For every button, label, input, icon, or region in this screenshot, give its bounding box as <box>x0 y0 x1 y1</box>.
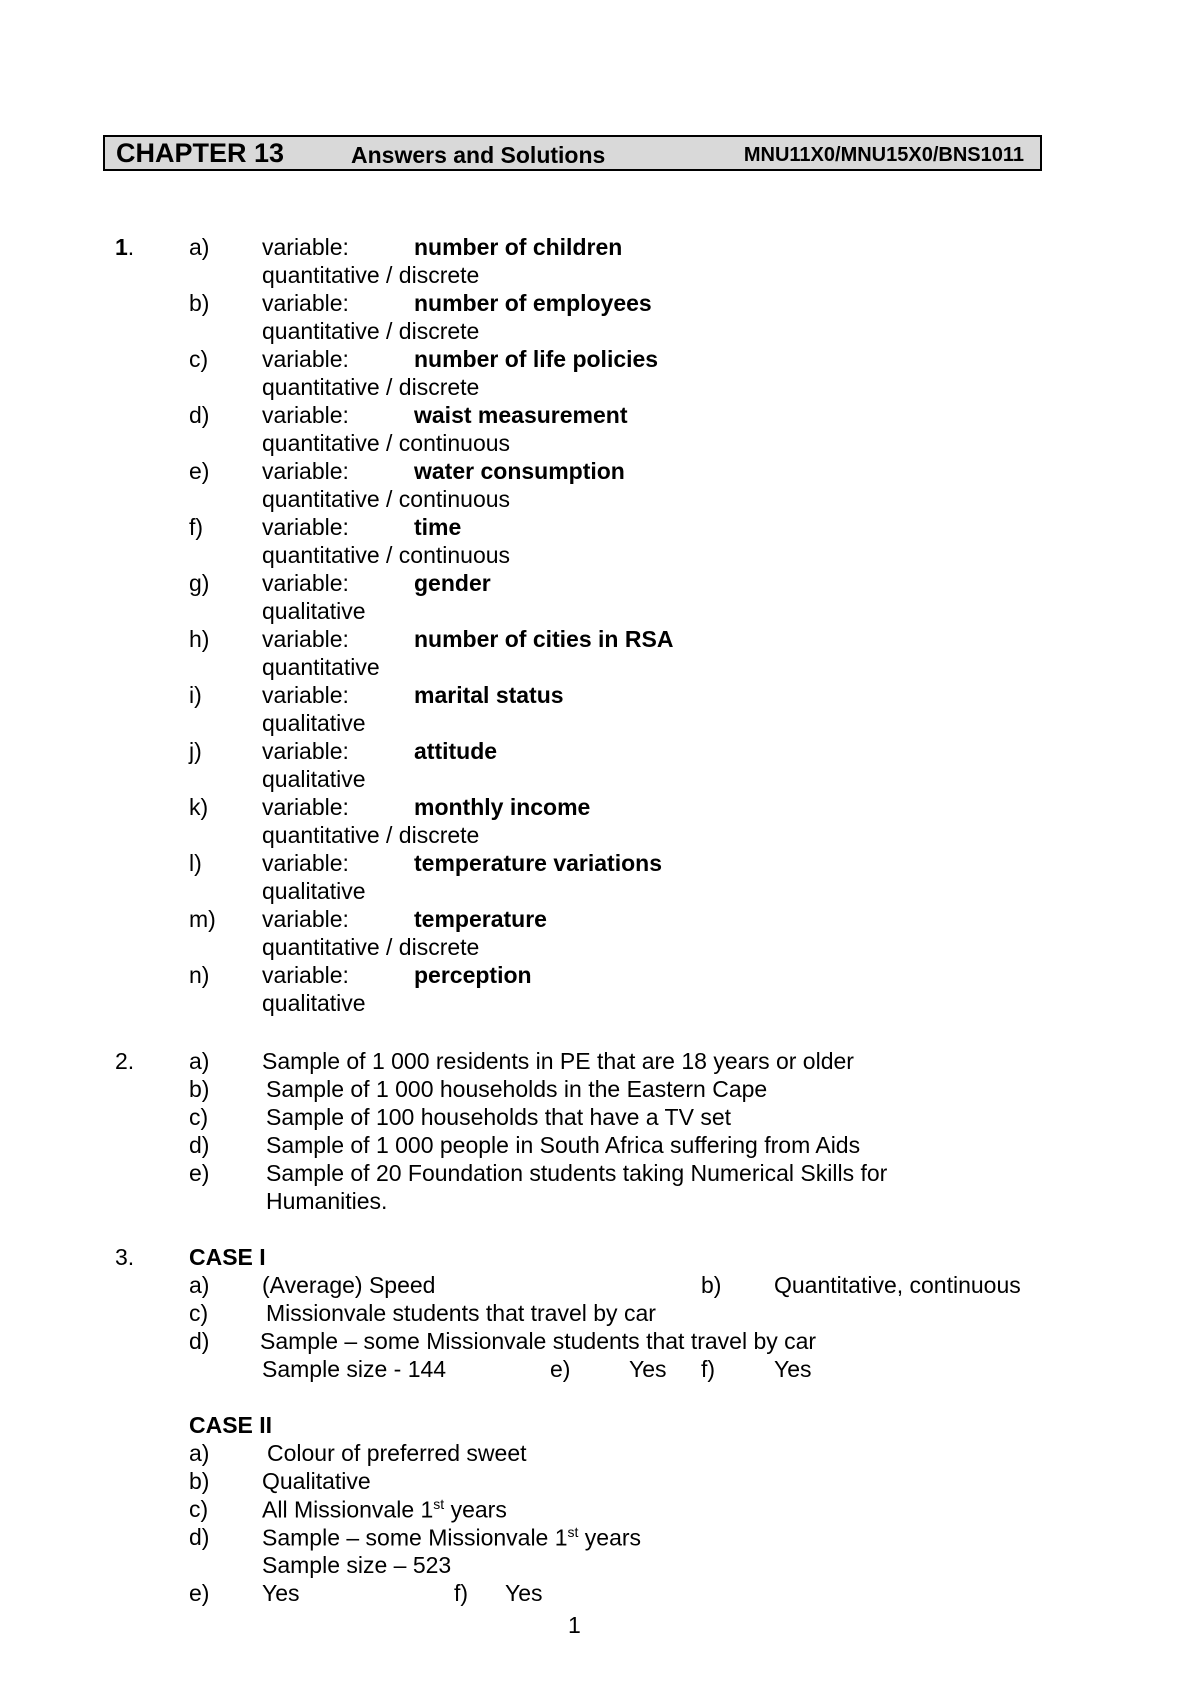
case1-f-text: Yes <box>774 1356 812 1382</box>
q1-item-variable-name: perception <box>414 962 532 988</box>
q2-item-letter: c) <box>189 1104 209 1130</box>
q1-item-letter: n) <box>189 962 210 988</box>
q1-item-type: quantitative / discrete <box>262 262 480 288</box>
case2-c-letter: c) <box>189 1496 209 1522</box>
q3-number: 3. <box>115 1244 135 1270</box>
case1-d-letter: d) <box>189 1328 210 1354</box>
q1-item-type: quantitative / discrete <box>262 318 480 344</box>
case1-c-text: Missionvale students that travel by car <box>266 1300 656 1326</box>
q1-item-type: quantitative / continuous <box>262 542 511 568</box>
q1-item-type: quantitative / discrete <box>262 374 480 400</box>
q1-item-label: variable: <box>262 682 349 708</box>
q1-item-letter: e) <box>189 458 210 484</box>
course-codes: MNU11X0/MNU15X0/BNS1011 <box>743 144 1024 166</box>
q1-item-letter: g) <box>189 570 210 596</box>
q1-item-label: variable: <box>262 346 349 372</box>
case2-b-letter: b) <box>189 1468 210 1494</box>
q1-item-variable-name: time <box>414 514 462 540</box>
q1-item-letter: m) <box>189 906 216 932</box>
q1-item-label: variable: <box>262 962 349 988</box>
chapter-header-bar <box>103 135 1042 171</box>
q1-item-letter: j) <box>189 738 202 764</box>
q2-item-text: Sample of 1 000 households in the Eastern Cape <box>266 1076 768 1102</box>
q1-item-letter: f) <box>189 514 204 540</box>
q2-item-text: Sample of 1 000 residents in PE that are 18 years or older <box>262 1048 854 1074</box>
case1-a-text: (Average) Speed <box>262 1272 436 1298</box>
q1-item-letter: k) <box>189 794 209 820</box>
q1-item-variable-name: monthly income <box>414 794 591 820</box>
q1-item-type: qualitative <box>262 990 366 1016</box>
q1-item-label: variable: <box>262 402 349 428</box>
case1-e-letter: e) <box>550 1356 571 1382</box>
case1-c-letter: c) <box>189 1300 209 1326</box>
q1-item-label: variable: <box>262 458 349 484</box>
q1-item-label: variable: <box>262 738 349 764</box>
q2-item-letter: a) <box>189 1048 210 1074</box>
q1-item-label: variable: <box>262 794 349 820</box>
q1-item-label: variable: <box>262 290 349 316</box>
case1-a-letter: a) <box>189 1272 210 1298</box>
case2-d-text: Sample – some Missionvale 1st years <box>262 1524 642 1551</box>
q1-item-label: variable: <box>262 570 349 596</box>
q1-item-type: quantitative / continuous <box>262 430 511 456</box>
case2-c-text: All Missionvale 1st years <box>262 1496 507 1523</box>
q1-item-label: variable: <box>262 906 349 932</box>
q1-item-type: quantitative / continuous <box>262 486 511 512</box>
q1-number: 1. <box>115 234 135 260</box>
q1-item-label: variable: <box>262 514 349 540</box>
q2-item-text: Sample of 100 households that have a TV set <box>266 1104 731 1130</box>
case1-d-text: Sample – some Missionvale students that travel by car <box>260 1328 817 1354</box>
case2-e-text: Yes <box>262 1580 300 1606</box>
q1-item-variable-name: waist measurement <box>414 402 628 428</box>
q2-number: 2. <box>115 1048 135 1074</box>
q1-item-type: qualitative <box>262 766 366 792</box>
case2-f-letter: f) <box>454 1580 469 1606</box>
q1-item-label: variable: <box>262 234 349 260</box>
q1-item-label: variable: <box>262 626 349 652</box>
case1-sample-size: Sample size - 144 <box>262 1356 447 1382</box>
header-subtitle: Answers and Solutions <box>351 142 606 168</box>
q1-item-variable-name: number of life policies <box>414 346 659 372</box>
case1-title: CASE I <box>189 1244 266 1270</box>
q1-item-type: qualitative <box>262 878 366 904</box>
case2-sample-size: Sample size – 523 <box>262 1552 452 1578</box>
q1-item-variable-name: marital status <box>414 682 564 708</box>
case1-f-letter: f) <box>701 1356 716 1382</box>
case2-d-letter: d) <box>189 1524 210 1550</box>
case1-b-text: Quantitative, continuous <box>774 1272 1021 1298</box>
q1-item-type: quantitative / discrete <box>262 934 480 960</box>
q2-item-letter: d) <box>189 1132 210 1158</box>
case2-b-text: Qualitative <box>262 1468 371 1494</box>
q1-item-variable-name: gender <box>414 570 491 596</box>
q2-item-letter: e) <box>189 1160 210 1186</box>
q1-item-type: quantitative / discrete <box>262 822 480 848</box>
q1-item-label: variable: <box>262 850 349 876</box>
q1-item-variable-name: temperature <box>414 906 547 932</box>
case2-f-text: Yes <box>505 1580 543 1606</box>
q2-continuation: Humanities. <box>266 1188 388 1214</box>
q1-item-variable-name: water consumption <box>414 458 625 484</box>
chapter-title: CHAPTER 13 <box>116 138 285 168</box>
case1-e-text: Yes <box>629 1356 667 1382</box>
case2-a-text: Colour of preferred sweet <box>267 1440 527 1466</box>
page-number: 1 <box>568 1612 581 1638</box>
case2-a-letter: a) <box>189 1440 210 1466</box>
case2-title: CASE II <box>189 1412 273 1438</box>
q1-item-variable-name: temperature variations <box>414 850 662 876</box>
q1-item-type: quantitative <box>262 654 380 680</box>
q1-item-type: qualitative <box>262 710 366 736</box>
q1-item-variable-name: number of cities in RSA <box>414 626 674 652</box>
q2-item-text: Sample of 1 000 people in South Africa suffering from Aids <box>266 1132 861 1158</box>
q1-item-letter: h) <box>189 626 210 652</box>
q1-item-letter: c) <box>189 346 209 372</box>
case1-b-letter: b) <box>701 1272 722 1298</box>
q1-item-letter: b) <box>189 290 210 316</box>
q1-item-variable-name: number of children <box>414 234 623 260</box>
q2-item-letter: b) <box>189 1076 210 1102</box>
q1-item-letter: i) <box>189 682 202 708</box>
q1-item-variable-name: number of employees <box>414 290 652 316</box>
q1-item-letter: l) <box>189 850 202 876</box>
q1-item-variable-name: attitude <box>414 738 498 764</box>
q1-item-type: qualitative <box>262 598 366 624</box>
q2-item-text: Sample of 20 Foundation students taking Numerical Skills for <box>266 1160 888 1186</box>
q1-item-letter: d) <box>189 402 210 428</box>
q1-item-letter: a) <box>189 234 210 260</box>
case2-e-letter: e) <box>189 1580 210 1606</box>
